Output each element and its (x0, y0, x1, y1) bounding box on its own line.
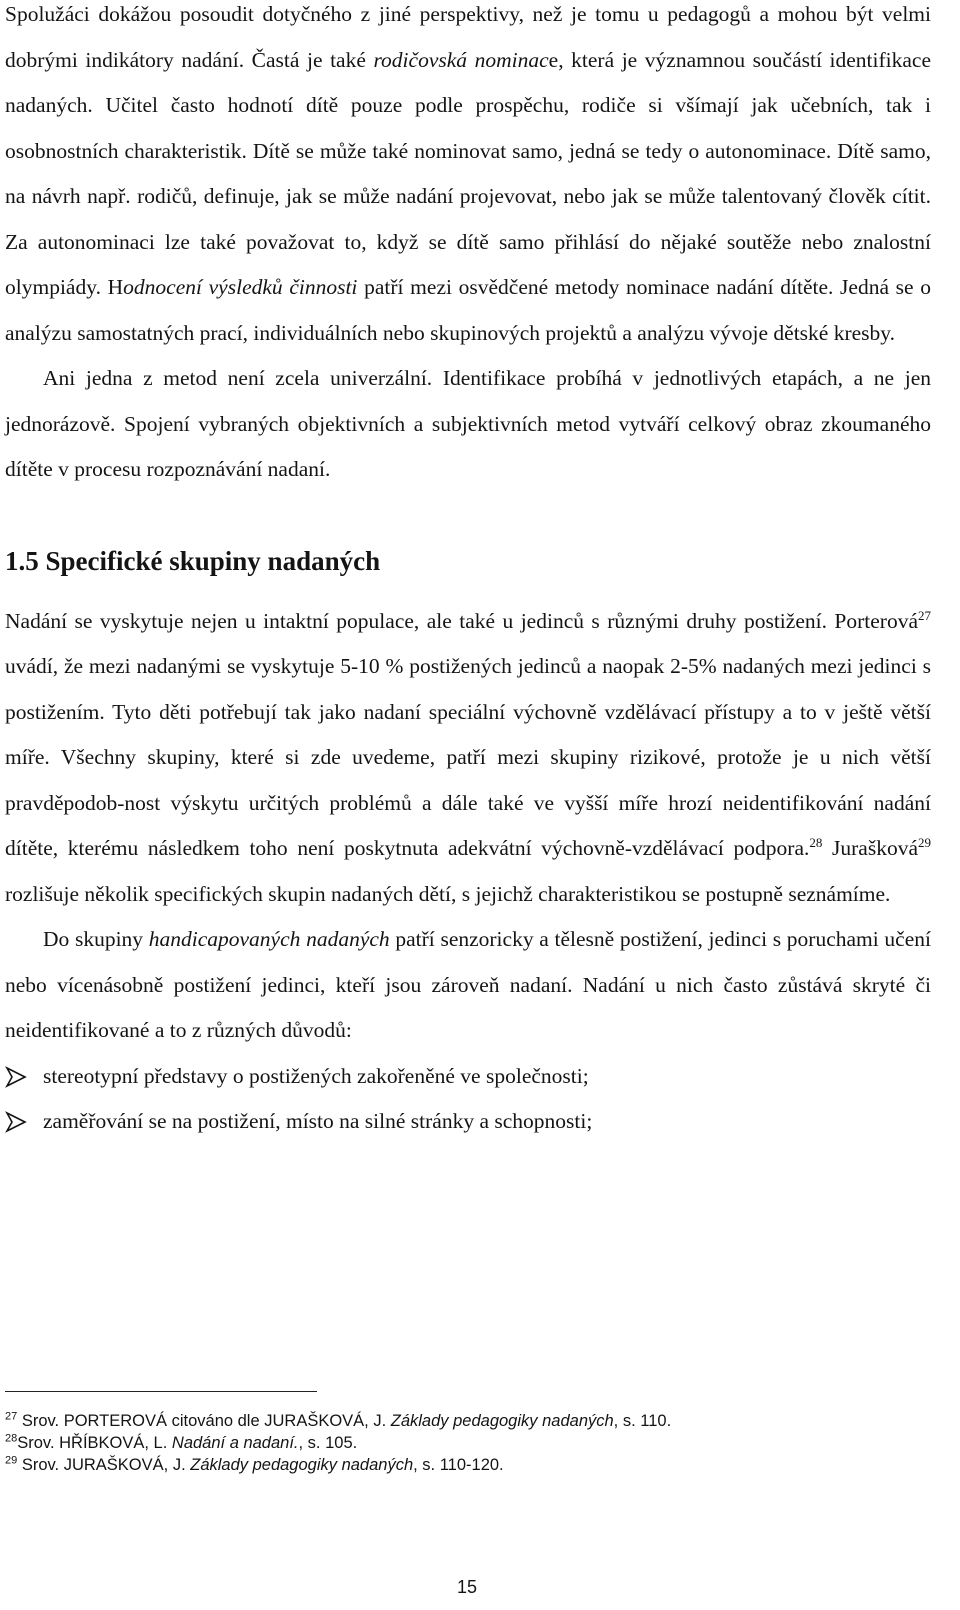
text-run: Do skupiny (43, 927, 149, 951)
paragraph-no-universal-method: Ani jedna z metod není zcela univerzální. Identifikace probíhá v jednotlivých etapách, a ne jen jednorázově. Spojení vybraných objektivních a subjektivních metod vytváří celkový obraz zkoumaného dítěte v procesu rozpoznávání nadaní. (5, 366, 931, 481)
list-item-text: zaměřování se na postižení, místo na silné stránky a schopnosti; (43, 1109, 593, 1133)
paragraph-handicapped-gifted (5, 917, 931, 1054)
paragraph-specific-groups (5, 599, 931, 918)
section-heading: 1.5 Specifické skupiny nadaných (5, 545, 381, 576)
text-run: Spolužáci dokážou posoudit dotyčného z jiné perspektivy, než je tomu u pedagogů a mohou být velmi dobrými indikátory nadání. Častá je také (5, 2, 931, 72)
emphasis-handicapped-gifted: handicapovaných nadaných (148, 927, 390, 951)
emphasis-parental-nomination: rodičovská nominac (373, 47, 549, 72)
text-run: e, která je významnou součástí identifikace nadaných. Učitel často hodnotí dítě pouze podle prospěchu, rodiče si všímají jak učebních, tak i osobnostních charakteristik. Dítě se může také nominovat samo, jedná se tedy o autonominace. Dítě samo, na návrh např. rodičů, definuje, jak se může nadání projevovat, nebo jak se může talentovaný člověk cítit. Za autonominaci lze také považovat to, když se dítě samo přihlásí do nějaké soutěže nebo znalostní olympiády. H (5, 47, 931, 299)
paragraph-nomination-methods (5, 0, 931, 356)
footnote-title: Základy pedagogiky nadaných (390, 1412, 614, 1430)
list-item (5, 1099, 931, 1145)
footnote-number: 27 (5, 1410, 18, 1423)
page-number: 15 (456, 1577, 478, 1597)
footnote-text: , s. 105. (298, 1434, 358, 1452)
reasons-list (5, 1054, 931, 1145)
page-body (5, 0, 931, 1145)
footnote-separator (5, 1391, 317, 1392)
footnote-text: Srov. HŘÍBKOVÁ, L. (17, 1434, 172, 1452)
footnote-text: Srov. PORTEROVÁ citováno dle JURAŠKOVÁ, J. (17, 1412, 391, 1430)
arrowhead-bullet-icon (5, 1054, 29, 1099)
footnote-number: 29 (5, 1454, 18, 1467)
text-run: patří mezi osvědčené metody nominace nadání dítěte. Jedná se o analýzu samostatných prací, individuálních nebo skupinových projektů a analýzu vývoje dětské kresby. (5, 275, 932, 345)
text-run: Nadání se vyskytuje nejen u intaktní populace, ale také u jedinců s různými druhy postižení. Porterová (5, 608, 918, 633)
footnote-27 (5, 1410, 905, 1432)
text-run: Jurašková (822, 836, 919, 860)
footnotes (5, 1410, 905, 1476)
footnote-28 (5, 1432, 905, 1454)
footnote-number: 28 (5, 1432, 18, 1445)
footnote-title: Základy pedagogiky nadaných (190, 1456, 414, 1474)
text-run: patří senzoricky a tělesně postižení, jedinci s poruchami učení nebo vícenásobně postižení jedinci, kteří jsou zároveň nadaní. Nadání u nich často zůstává skryté či neidentifikované a to z různých důvodů: (5, 927, 931, 1042)
footnote-ref-29: 29 (918, 834, 932, 850)
arrowhead-bullet-icon (5, 1099, 29, 1144)
emphasis-activity-evaluation: odnocení výsledků činnosti (123, 275, 358, 299)
footnote-text: Srov. JURAŠKOVÁ, J. (17, 1456, 191, 1474)
footnote-text: , s. 110. (613, 1412, 672, 1430)
footnote-29 (5, 1454, 905, 1476)
footnote-text: , s. 110-120. (413, 1456, 504, 1474)
footnote-ref-28: 28 (809, 834, 823, 850)
footnote-ref-27: 27 (918, 607, 931, 623)
text-run: rozlišuje několik specifických skupin nadaných dětí, s jejichž charakteristikou se postupně seznámíme. (5, 881, 891, 906)
list-item (5, 1054, 931, 1100)
list-item-text: stereotypní představy o postižených zakořeněné ve společnosti; (43, 1063, 589, 1088)
text-run: uvádí, že mezi nadanými se vyskytuje 5-10 % postižených jedinců a naopak 2-5% nadaných mezi jedinci s postižením. Tyto děti potřebují tak jako nadaní speciální výchovně vzdělávací přístupy a to v ještě větší míře. Všechny skupiny, které si zde uvedeme, patří mezi skupiny rizikové, protože je u nich větší pravděpodob-nost výskytu určitých problémů a dále také ve vyšší míře hrozí neidentifikování nadání dítěte, kterému následkem toho není poskytnuta adekvátní výchovně-vzdělávací podpora. (5, 654, 931, 860)
footnote-title: Nadání a nadaní. (171, 1434, 299, 1452)
